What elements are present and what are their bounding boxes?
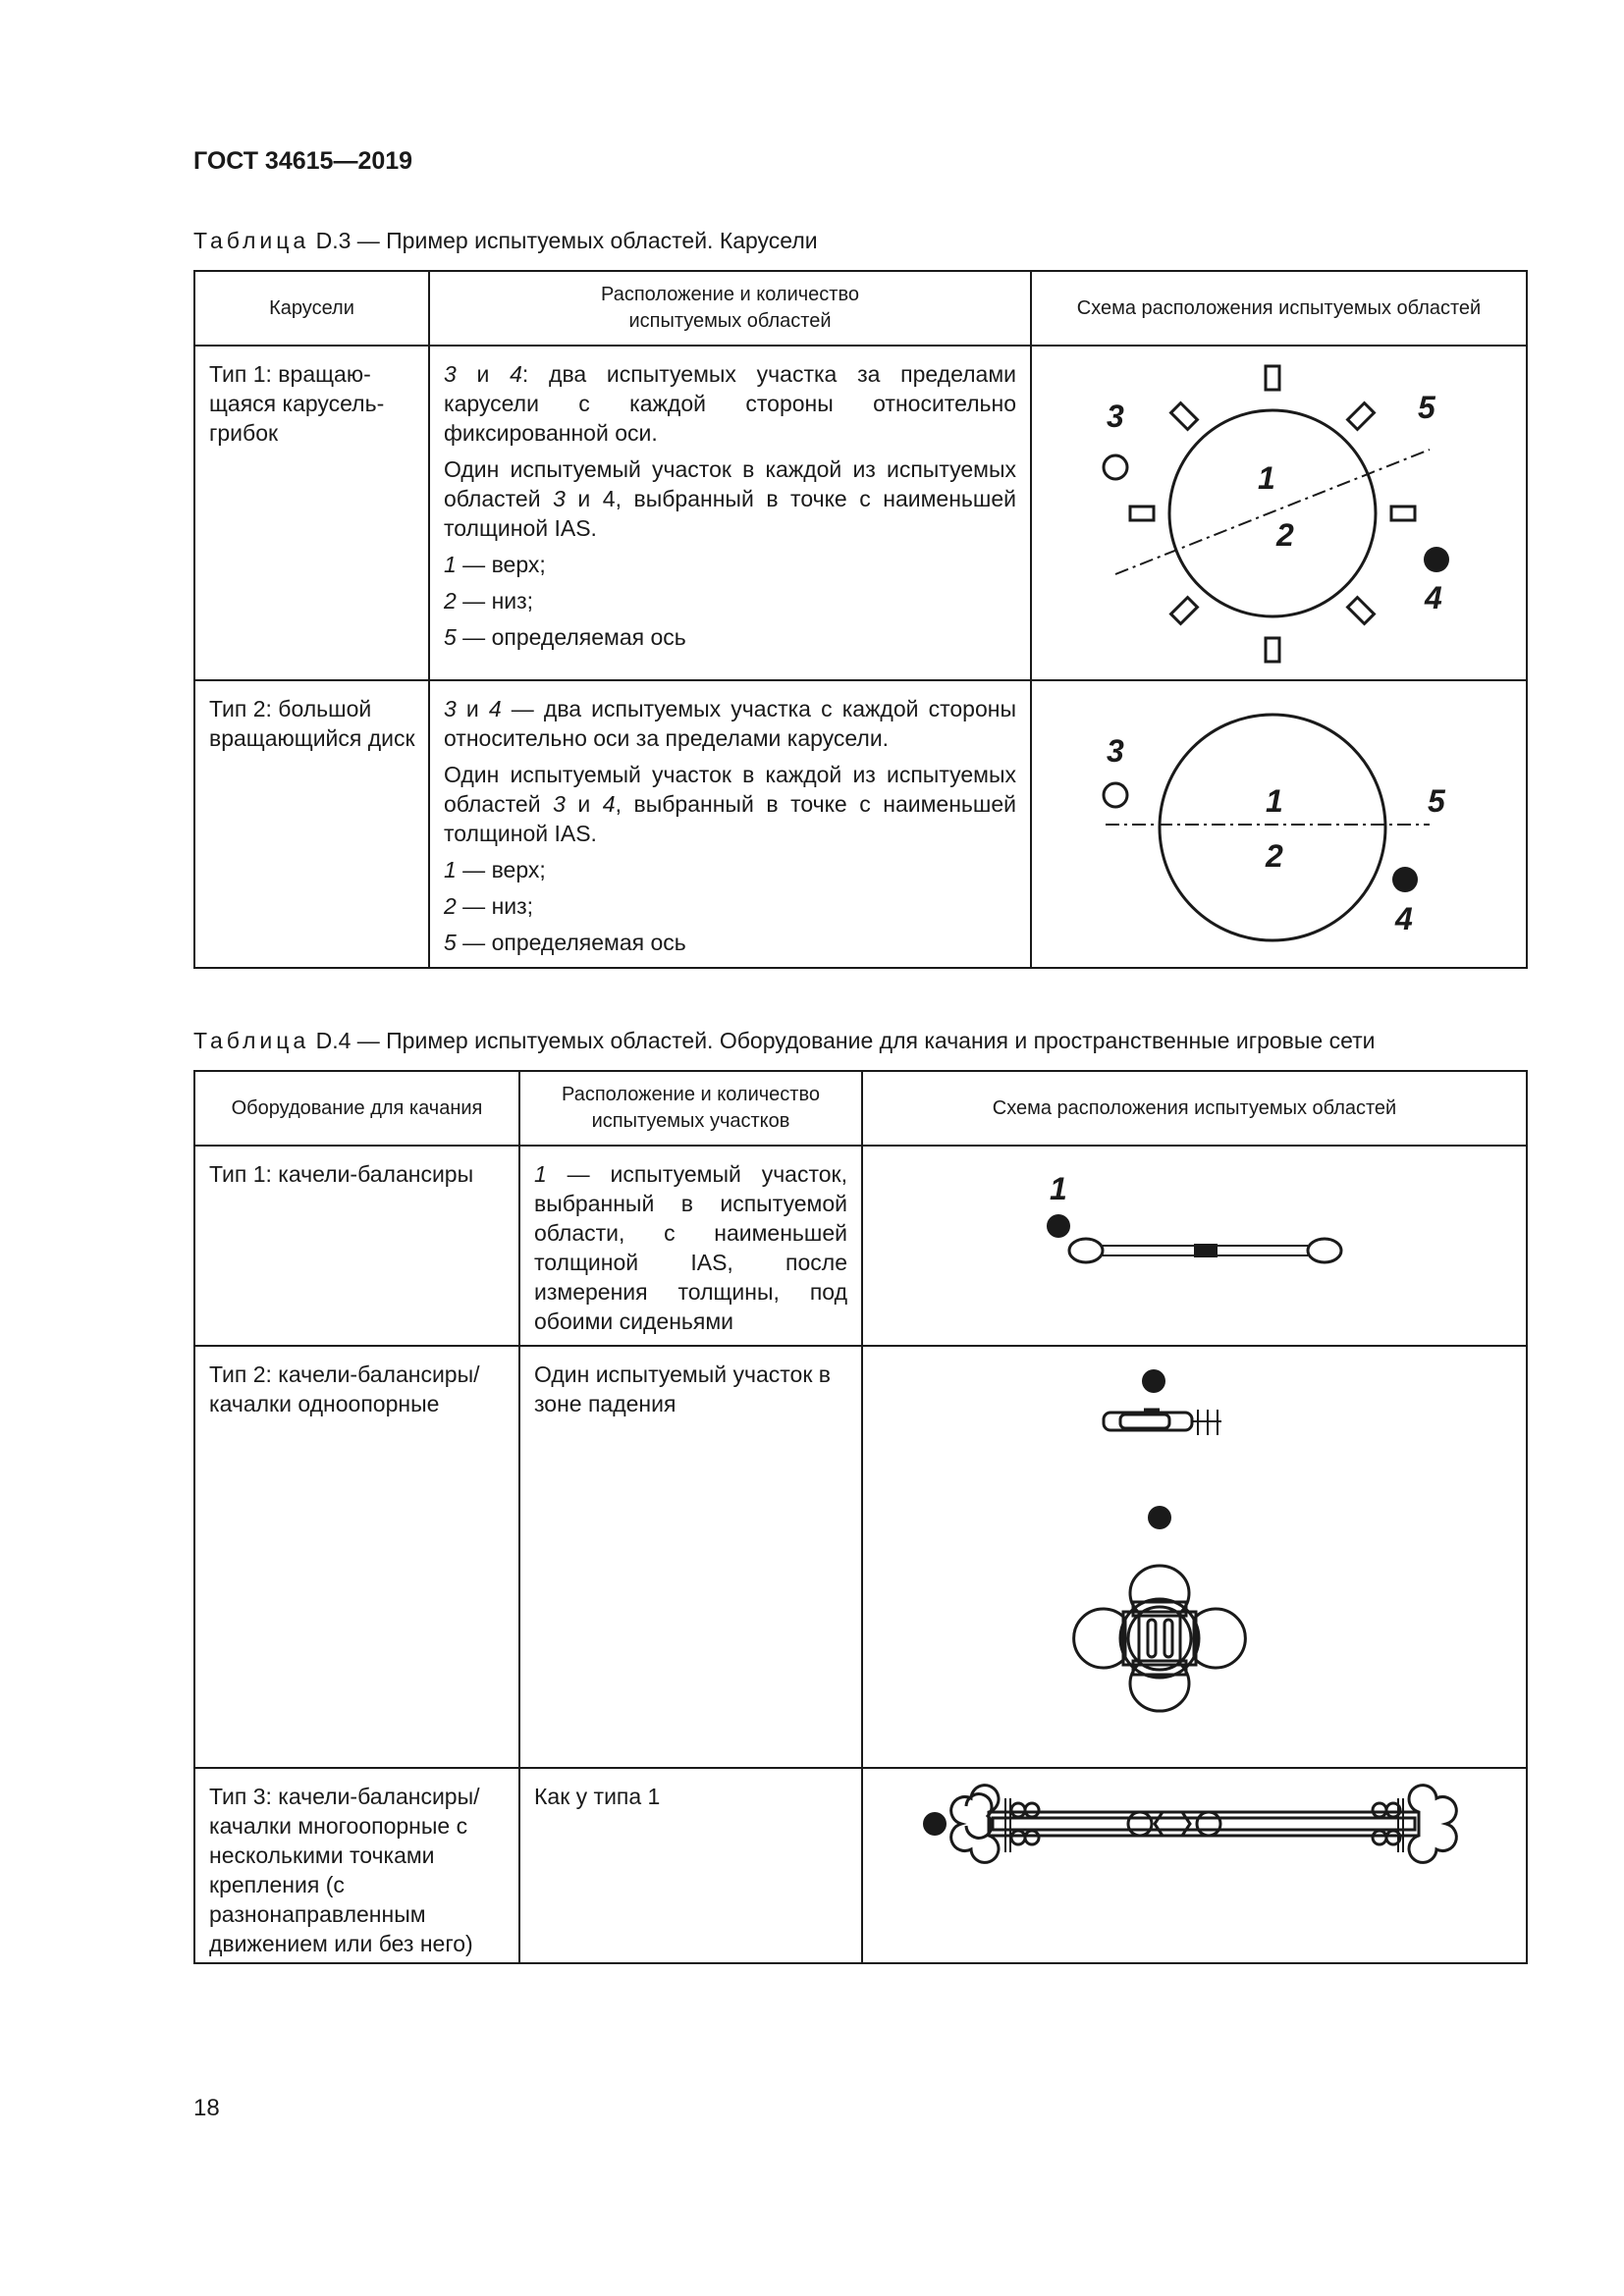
seat-top [1266, 366, 1279, 390]
text: Как у типа 1 [534, 1784, 661, 1809]
swing-type-2-description [519, 1346, 862, 1768]
swing-type-2-schema [862, 1346, 1527, 1768]
multi-seat-seesaw-diagram [863, 1769, 1526, 1962]
swing-type-1-schema [862, 1146, 1527, 1346]
document-code: ГОСТ 34615—2019 [193, 147, 413, 175]
table-row [194, 680, 1527, 968]
rotating-disc-diagram [1032, 681, 1526, 967]
page-number: 18 [193, 2095, 220, 2121]
caption-prefix: Таблица [193, 228, 310, 253]
text: и [456, 361, 511, 387]
text: : два испытуемых участка за пределами карусели с каждой стороны относительно фиксированной оси. [444, 361, 1016, 446]
ref-number: 3 [553, 486, 566, 511]
label-1: 1 [1258, 460, 1275, 496]
seat-left [1130, 507, 1154, 520]
legend-number: 2 [444, 588, 457, 614]
pivot [1155, 1812, 1190, 1836]
table-d4-header-col1: Оборудование для качания [194, 1071, 519, 1146]
text: Один испытуемый участок в каждой из испытуемых областей [444, 762, 1016, 817]
table-row [194, 346, 1527, 680]
ref-number: 3 [444, 696, 457, 721]
label-2: 2 [1266, 838, 1283, 874]
test-area-marker-top [1142, 1369, 1165, 1393]
seat-left [1069, 1239, 1103, 1262]
ref-number: 4 [602, 791, 616, 817]
label-5: 5 [1428, 783, 1445, 819]
table-row [194, 1768, 1527, 1963]
carousel-type-2-description [429, 680, 1031, 968]
test-area-4-marker [1392, 867, 1418, 892]
label-3: 3 [1107, 399, 1124, 434]
test-area-3-marker [1104, 783, 1127, 807]
label-1: 1 [1050, 1171, 1067, 1206]
swing-type-1: Тип 1: качели-балансиры [194, 1146, 519, 1346]
text: , выбранный в точке с наименьшей толщиной IAS. [444, 791, 1016, 846]
swing-type-1-description [519, 1146, 862, 1346]
table-row [194, 1346, 1527, 1768]
ref-number: 1 [534, 1161, 547, 1187]
legend-text: — низ; [456, 893, 534, 919]
text: и [565, 791, 603, 817]
caption-text: D.3 — Пример испытуемых областей. Карусели [309, 228, 818, 253]
legend-text: — верх; [456, 552, 546, 577]
text: — два испытуемых участка с каждой стороны относительно оси за пределами карусели. [444, 696, 1016, 751]
label-3: 3 [1107, 733, 1124, 769]
carousel-circle [1169, 410, 1376, 616]
caption-prefix: Таблица [193, 1028, 310, 1053]
ref-number: 3 [444, 361, 457, 387]
label-4: 4 [1425, 580, 1442, 615]
label-4: 4 [1395, 901, 1413, 936]
seat-west [1074, 1609, 1125, 1668]
seat-top-left [1171, 403, 1198, 430]
seat-east [1194, 1609, 1245, 1668]
table-d4-header-col3: Схема расположения испытуемых областей [862, 1071, 1527, 1146]
label-2: 2 [1276, 517, 1294, 553]
caption-text: D.4 — Пример испытуемых областей. Оборудование для качания и пространственные игровые сети [309, 1028, 1376, 1053]
seat-top-right [1348, 403, 1375, 430]
table-row [194, 1146, 1527, 1346]
spring-rocker-diagram [863, 1347, 1526, 1767]
seat-bottom [1266, 638, 1279, 662]
seesaw-diagram [863, 1147, 1526, 1345]
legend-number: 1 [444, 857, 457, 882]
disc-circle [1160, 715, 1385, 940]
legend-number: 5 [444, 624, 457, 650]
ref-number: 4 [488, 696, 502, 721]
seat-bottom-left [1171, 598, 1198, 624]
table-d3-header-col2: Расположение и количество испытуемых областей [429, 271, 1031, 346]
swing-type-3-schema [862, 1768, 1527, 1963]
seat-right [1308, 1239, 1341, 1262]
carousel-type-1-schema [1031, 346, 1527, 680]
pivot [1194, 1244, 1218, 1257]
test-area-marker [1047, 1214, 1070, 1238]
legend-text: — определяемая ось [456, 930, 686, 955]
legend-text: — низ; [456, 588, 534, 614]
carousel-type-1: Тип 1: вращаю-щаяся карусель-грибок [194, 346, 429, 680]
legend-text: — верх; [456, 857, 546, 882]
table-d3 [193, 270, 1528, 969]
test-area-3-marker [1104, 455, 1127, 479]
carousel-type-1-description [429, 346, 1031, 680]
label-1: 1 [1266, 783, 1283, 819]
carousel-type-2-schema [1031, 680, 1527, 968]
table-d3-caption [193, 228, 818, 254]
text: Один испытуемый участок в каждой из испытуемых областей [444, 456, 1016, 511]
text: и 4, выбранный в точке с наименьшей толщиной IAS. [444, 486, 1016, 541]
test-area-marker [923, 1812, 947, 1836]
seat-bottom-right [1348, 598, 1375, 624]
text: и [456, 696, 489, 721]
text: — испытуемый участок, выбранный в испытуемой области, с наименьшей толщиной IAS, после измерения толщины, под обоими сиденьями [534, 1161, 847, 1334]
label-5: 5 [1418, 390, 1435, 425]
swing-type-3-description [519, 1768, 862, 1963]
legend-number: 2 [444, 893, 457, 919]
table-d4 [193, 1070, 1528, 1964]
table-d4-header-col2: Расположение и количество испытуемых участков [519, 1071, 862, 1146]
legend-text: — определяемая ось [456, 624, 686, 650]
carousel-type-2: Тип 2: большой вращающийся диск [194, 680, 429, 968]
seat-right [1391, 507, 1415, 520]
test-area-4-marker [1424, 547, 1449, 572]
ref-number: 4 [510, 361, 522, 387]
table-d3-header-col1: Карусели [194, 271, 429, 346]
swing-type-3: Тип 3: качели-балансиры/ качалки многоопорные с несколькими точками крепления (с разнонаправленным движением или без него) [194, 1768, 519, 1963]
legend-number: 5 [444, 930, 457, 955]
ref-number: 3 [553, 791, 566, 817]
legend-number: 1 [444, 552, 457, 577]
swing-type-2: Тип 2: качели-балансиры/качалки одноопорные [194, 1346, 519, 1768]
table-d3-header-col3: Схема расположения испытуемых областей [1031, 271, 1527, 346]
table-d4-caption [193, 1028, 1376, 1054]
test-area-marker-middle [1148, 1506, 1171, 1529]
text: Один испытуемый участок в зоне падения [534, 1362, 831, 1416]
mushroom-carousel-diagram [1032, 347, 1526, 679]
